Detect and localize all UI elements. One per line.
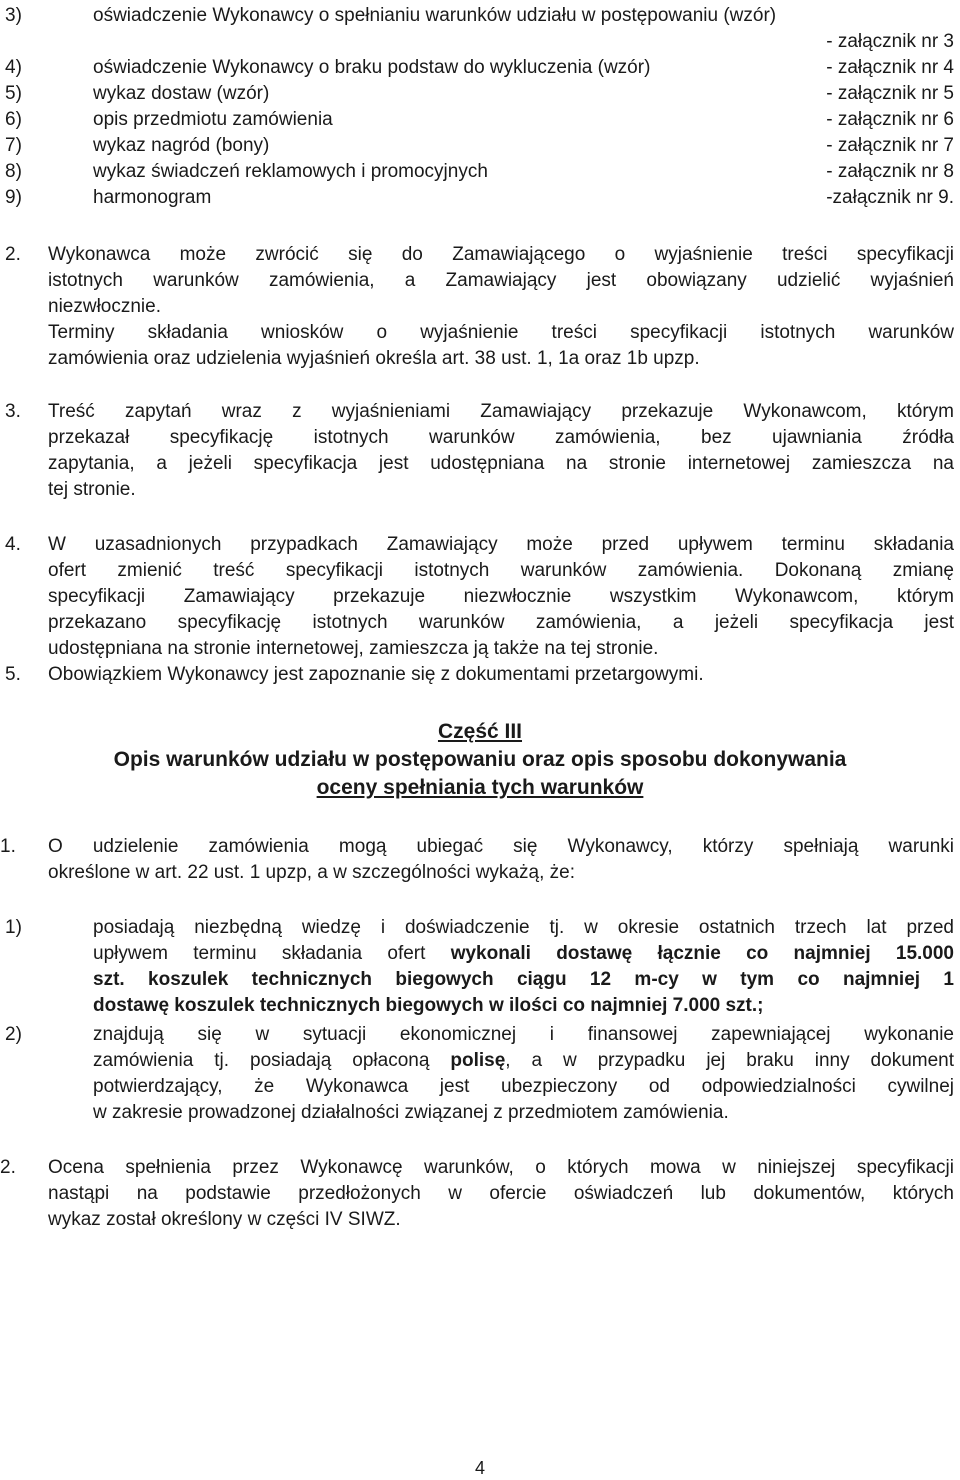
- document-page: 3) oświadczenie Wykonawcy o spełnianiu warunków udziału w postępowaniu (wzór) - załącznik nr 3 4) oświadczenie Wykonawcy o braku podstaw do wykluczenia (wzór) - załącznik nr 4 5) wykaz dostaw (wzór) - załącznik nr 5 6) opis przedmiotu zamówienia - załącznik nr 6 7) wykaz nagród (bony) - załącznik nr 7 8) wykaz świadczeń reklamowych i promocyjnych - załącznik nr 8 9) harmonogram -załącznik nr 9. 2. Wykonawca może zwrócić się do Zamawiającego o wyjaśnienie treści specyfikacji istotnych warunków zamówienia, a Zamawiający jest obowiązany udzielić wyjaśnień niezwłocznie. Terminy składania wniosków o wyjaśnienie treści specyfikacji istotnych warunków zamówienia oraz udzielenia wyjaśnień określa art. 38 ust. 1, 1a oraz 1b upzp. 3. Treść zapytań wraz z wyjaśnieniami Zamawiający przekazuje Wykonawcom, którym przekazał specyfikację istotnych warunków zamówienia, bez ujawniania źródła zapytania, a jeżeli specyfikacja jest udostępniana na stronie internetowej zamieszcza na tej stronie. 4. W uzasadnionych przypadkach Zamawiający może przed upływem terminu składania ofert zmienić treść specyfikacji istotnych warunków zamówienia. Dokonaną zmianę specyfikacji Zamawiający przekazuje niezwłocznie wszystkim Wykonawcom, którym przekazano specyfikację istotnych warunków zamówienia, a jeżeli specyfikacja jest udostępniana na stronie internetowej, zamieszcza ją także na tej stronie. 5. Obowiązkiem Wykonawcy jest zapoznanie się z dokumentami przetargowymi. Część III Opis warunków udziału w postępowaniu oraz opis sposobu dokonywania oceny spełniania tych warunków 1. O udzielenie zamówienia mogą ubiegać się Wykonawcy, którzy spełniają warunki określone w art. 22 ust. 1 upzp, a w szczególności wykażą, że: 1) posiadają niezbędną wiedzę i doświadczenie tj. w okresie ostatnich trzech lat przed upływem terminu składania ofert wykonali dostawę łącznie co najmniej 15.000 szt. koszulek technicznych biegowych ciągu 12 m-cy w tym co najmniej 1 dostawę koszulek technicznych biegowych w ilości co najmniej 7.000 szt.; 2) znajdują się w sytuacji ekonomicznej i finansowej zapewniającej wykonanie zamówienia tj. posiadają opłaconą polisę, a w przypadku jej braku inny dokument potwierdzający, że Wykonawca jest ubezpieczony od odpowiedzialności cywilnej w zakresie prowadzonej działalności związanej z przedmiotem zamówienia. 2. Ocena spełnienia przez Wykonawcę warunków, o których mowa w niniejszej specyfikacji nastąpi na podstawie przedłożonych w ofercie oświadczeń lub dokumentów, których wykaz został określony w części IV SIWZ. 4: [0, 0, 960, 1480]
- part-title: Część III: [437, 720, 523, 743]
- part-subtitle-line-2: oceny spełniania tych warunków: [316, 776, 644, 799]
- page-number: 4: [474, 1458, 485, 1478]
- part-subtitle-line-1: Opis warunków udziału w postępowaniu oraz opis sposobu dokonywania: [113, 748, 847, 771]
